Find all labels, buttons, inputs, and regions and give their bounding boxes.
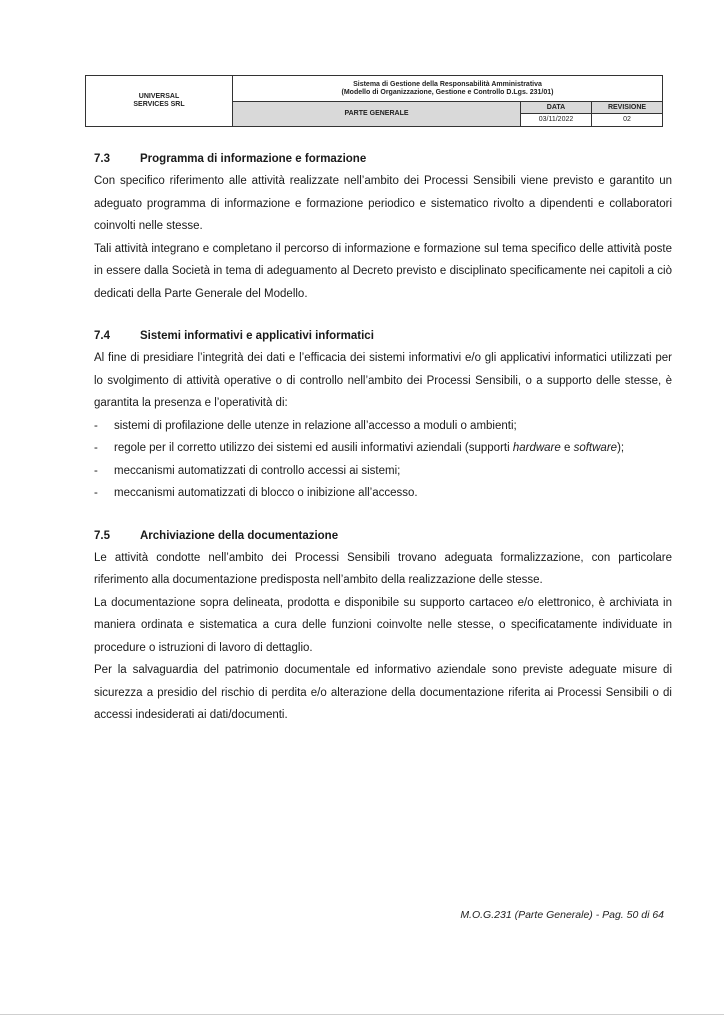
bullet-marker: -: [94, 419, 98, 432]
paragraph: Le attività condotte nell’ambito dei Processi Sensibili trovano adeguata formalizzazione, con particolare riferimento alla documentazione predisposta nell’ambito della realizzazione delle stesse.: [94, 551, 672, 586]
text-run: regole per il corretto utilizzo dei sistemi ed ausili informativi aziendali (supporti: [114, 442, 513, 454]
page-footer: M.O.G.231 (Parte Generale) - Pag. 50 di 64: [460, 909, 664, 921]
system-subtitle: (Modello di Organizzazione, Gestione e Controllo D.Lgs. 231/01): [341, 88, 554, 96]
section-7-3: [94, 148, 672, 305]
list-item-text: sistemi di profilazione delle utenze in relazione all’accesso a moduli o ambienti;: [114, 419, 517, 432]
date-value: 03/11/2022: [521, 114, 592, 126]
date-label: DATA: [521, 102, 592, 114]
system-title-cell: [233, 76, 662, 102]
text-run: e: [560, 442, 574, 454]
list-item-text: meccanismi automatizzati di blocco o inibizione all’accesso.: [114, 487, 418, 499]
paragraph: Con specifico riferimento alle attività realizzate nell’ambito dei Processi Sensibili viene previsto e garantito un adeguato programma di informazione e formazione periodico e sistematico rivolto a dipendenti e collaboratori coinvolti nelle stesse.: [94, 175, 672, 232]
paragraph: La documentazione sopra delineata, prodotta e disponibile su supporto cartaceo e/o elettronico, è archiviata in maniera ordinata e sistematica a cura delle funzioni coinvolte nelle stesse, o specificatamente individuate in procedure o istruzioni di lavoro di dettaglio.: [94, 596, 672, 654]
section-number: 7.4: [94, 330, 110, 342]
bullet-marker: -: [94, 442, 98, 454]
scan-edge-divider: [0, 1014, 724, 1015]
list-item: [94, 460, 672, 483]
paragraph: Per la salvaguardia del patrimonio documentale ed informativo aziendale sono previste adeguate misure di sicurezza a presidio del rischio di perdita e/o alterazione della documentazione riferita ai Processi Sensibili o di accessi indesiderati ai dati/documenti.: [94, 664, 672, 721]
italic-term: software: [573, 442, 618, 454]
section-title: Programma di informazione e formazione: [140, 153, 367, 165]
paragraph: Al fine di presidiare l’integrità dei dati e l’efficacia dei sistemi informativi e/o gli applicativi informatici utilizzati per lo svolgimento di attività operative o di controllo nell’ambito dei Processi Sensibili, o a supporto delle stesse, è garantita la presenza e l’operatività di:: [94, 352, 672, 409]
paragraph: Tali attività integrano e completano il percorso di informazione e formazione sul tema specifico delle attività poste in essere dalla Società in tema di adeguamento al Decreto previsto e disciplinato specificamente nei capitoli a ciò dedicati della Parte Generale del Modello.: [94, 242, 672, 300]
section-heading: [94, 525, 672, 547]
company-name-line-1: UNIVERSAL: [138, 93, 180, 100]
bullet-list: [94, 415, 672, 505]
system-title: Sistema di Gestione della Responsabilità Amministrativa: [353, 80, 542, 88]
part-cell: PARTE GENERALE: [233, 102, 521, 126]
section-heading: [94, 148, 672, 170]
bullet-marker: -: [94, 464, 98, 477]
section-number: 7.3: [94, 153, 110, 165]
list-item-text: [114, 437, 624, 460]
list-item-text: meccanismi automatizzati di controllo accessi ai sistemi;: [114, 464, 401, 477]
section-title: Archiviazione della documentazione: [140, 529, 339, 542]
text-run: );: [617, 442, 625, 454]
section-7-5: [94, 525, 672, 727]
revision-value: 02: [623, 116, 631, 123]
italic-term: hardware: [512, 442, 561, 454]
company-name-line-2: SERVICES SRL: [133, 101, 185, 108]
header-table: [85, 75, 663, 127]
list-item: [94, 415, 672, 438]
revision-label: REVISIONE: [592, 102, 662, 114]
section-7-4: [94, 325, 672, 505]
section-title: Sistemi informativi e applicativi informatici: [140, 330, 374, 342]
list-item: [94, 437, 672, 460]
bullet-marker: -: [94, 487, 98, 499]
section-heading: [94, 325, 672, 347]
company-name-cell: [86, 76, 233, 126]
list-item: [94, 482, 672, 505]
section-number: 7.5: [94, 529, 110, 542]
document-body: [94, 140, 672, 747]
